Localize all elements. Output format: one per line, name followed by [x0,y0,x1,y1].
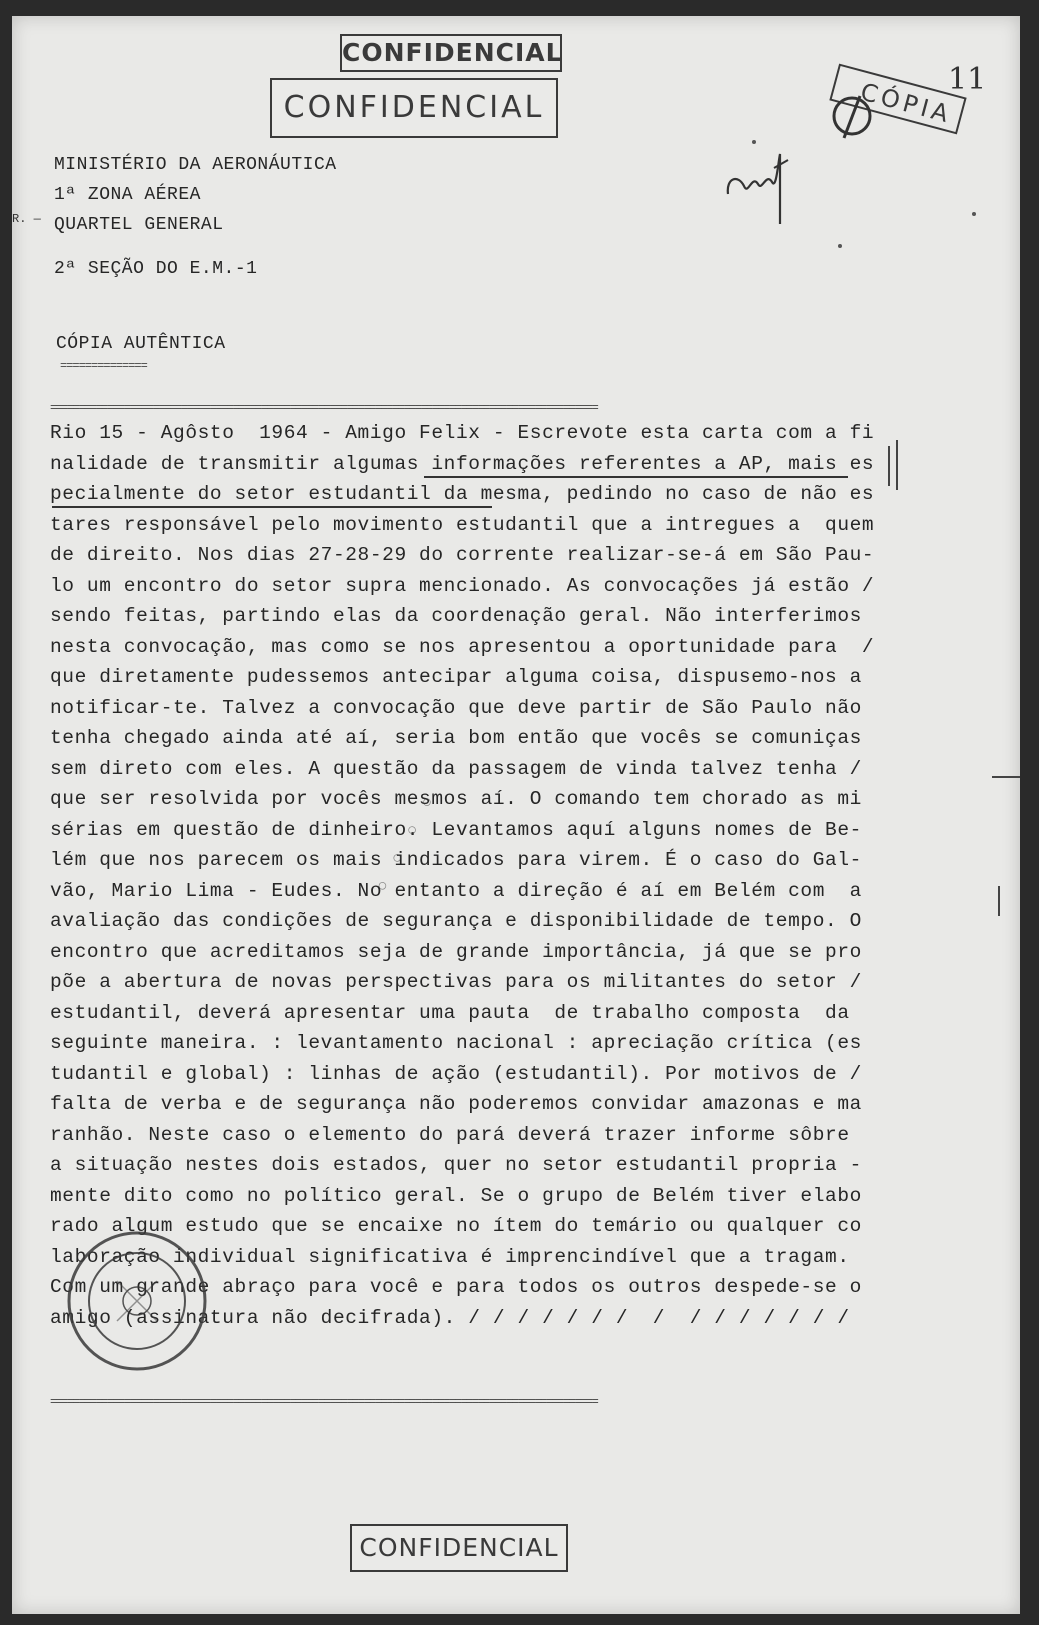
hq-line: QUARTEL GENERAL [54,215,224,235]
body-line: Com um grande abraço para você e para todos os outros despede-se o [50,1276,862,1298]
body-line: a situação nestes dois estados, quer no setor estudantil propria - [50,1154,862,1176]
margin-annotation-bar [896,440,898,490]
body-line: vão, Mario Lima - Eudes. No entanto a direção é aí em Belém com a [50,879,862,902]
body-line: Rio 15 - Agôsto 1964 - Amigo Felix - Escrevote esta carta com a fi [50,422,875,444]
copia-stamp: CÓPIA [829,64,966,135]
signature-icon [722,134,802,234]
body-line: pecialmente do setor estudantil da mesma, pedindo no caso de não es [50,483,875,505]
document-header [54,150,337,284]
margin-annotation-bar [888,446,890,486]
dust-speck [838,244,842,248]
body-line: põe a abertura de novas perspectivas para os militantes do setor / [50,971,862,993]
round-seal-icon [62,1226,212,1376]
body-line: lém que nos parecem os mais indicados para virem. É o caso do Gal- [50,849,862,871]
body-line: tenha chegado ainda até aí, seria bom então que vocês se comuniças [50,727,862,749]
copia-mark-icon [830,86,876,146]
body-line: notificar-te. Talvez a convocação que deve partir de São Paulo não [50,696,862,719]
bottom-rule: ================================================================================================ [50,1396,598,1408]
section-line: 2ª SEÇÃO DO E.M.-1 [54,259,258,279]
confidential-stamp-top-large: CONFIDENCIAL [270,78,558,138]
body-line: rado algum estudo que se encaixe no ítem do temário ou qualquer co [50,1215,862,1237]
body-line: mente dito como no político geral. Se o grupo de Belém tiver elabo [50,1184,862,1207]
body-line: sérias em questão de dinheiro. Levantamos aquí alguns nomes de Be- [50,818,862,841]
body-line: nalidade de transmitir algumas informações referentes a AP, mais es [50,452,875,475]
top-rule: ================================================================================================ [50,402,598,414]
body-line: sendo feitas, partindo elas da coordenação geral. Não interferimos [50,605,862,627]
body-line: que diretamente pudessemos antecipar alguma coisa, dispusemo-nos a [50,666,862,688]
annotation-underline [52,506,492,508]
dust-speck [972,212,976,216]
confidential-stamp-top-small: CONFIDENCIAL [340,34,562,72]
body-line: encontro que acreditamos seja de grande importância, já que se pro [50,940,862,963]
body-line: tares responsável pelo movimento estudantil que a intregues a quem [50,513,875,536]
ministry-line: MINISTÉRIO DA AERONÁUTICA [54,155,337,175]
page-number: 11 [948,62,987,97]
title-underline: ============== [60,359,147,373]
body-line: estudantil, deverá apresentar uma pauta de trabalho composta da [50,1001,850,1024]
body-line: tudantil e global) : linhas de ação (estudantil). Por motivos de / [50,1062,862,1085]
margin-line [998,886,1000,916]
diagonal-stamp-mark: ◦ ◦ ◦ ◦ [367,785,448,901]
document-title: CÓPIA AUTÊNTICA [56,334,226,354]
margin-line [992,776,1020,778]
body-line: que ser resolvida por vocês mesmos aí. O comando tem chorado as mi [50,788,862,810]
dust-speck [752,140,756,144]
body-line: amigo (assinatura não decifrada). / / / / / / / / / / / / / / / [50,1306,850,1329]
zone-line: 1ª ZONA AÉREA [54,185,201,205]
body-line: seguinte maneira. : levantamento nacional : apreciação crítica (es [50,1032,862,1054]
document-page [12,16,1020,1614]
body-line: sem direto com eles. A questão da passagem de vinda talvez tenha / [50,757,862,780]
margin-mark: R. — [12,212,41,226]
body-line: nesta convocação, mas como se nos apresentou a oportunidade para / [50,635,875,658]
body-line: falta de verba e de segurança não poderemos convidar amazonas e ma [50,1093,862,1115]
body-line: de direito. Nos dias 27-28-29 do corrente realizar-se-á em São Pau- [50,544,875,566]
annotation-underline [424,476,848,478]
confidential-stamp-bottom: CONFIDENCIAL [350,1524,568,1572]
body-line: ranhão. Neste caso o elemento do pará deverá trazer informe sôbre [50,1123,850,1146]
body-line: lo um encontro do setor supra mencionado. As convocações já estão / [50,574,875,597]
body-line: avaliação das condições de segurança e disponibilidade de tempo. O [50,910,862,932]
letter-body [50,418,875,1333]
body-line: laboração individual significativa é imprencindível que a tragam. [50,1245,850,1268]
